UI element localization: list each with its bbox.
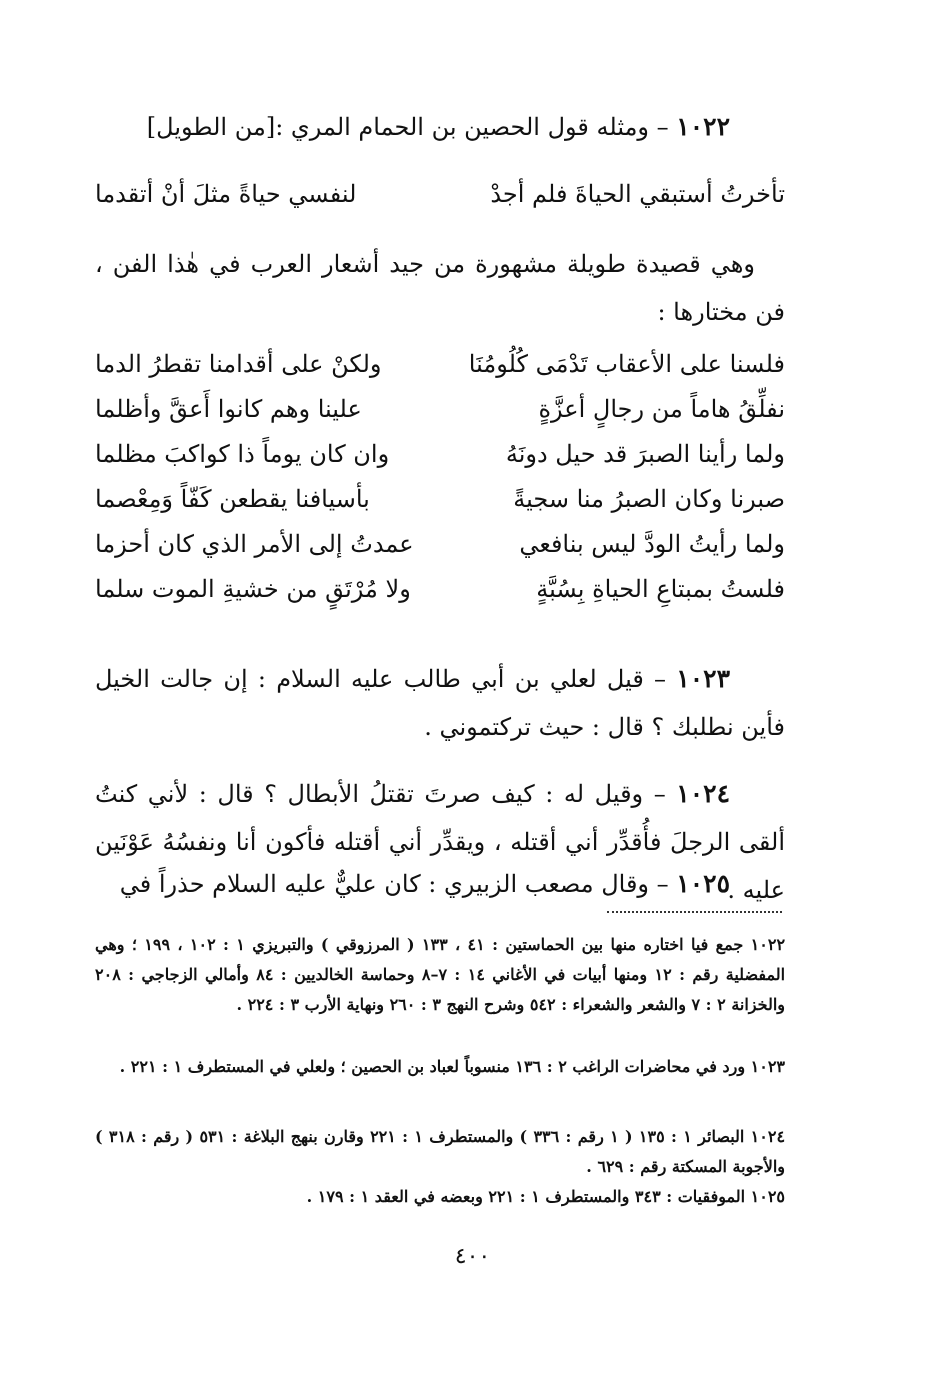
verse-line [95, 575, 785, 621]
entry-text: – وقيل له : كيف صرتَ تقتلُ الأبطال ؟ قال : لأني كنتُ ألقى الرجلَ فأُقدِّر أني أقتله ، ويقدِّر أني أقتله فأكون أنا ونفسُهُ عَوْنَين عليه . [95, 780, 785, 904]
entry-1023 [95, 655, 785, 751]
footnote [95, 930, 785, 1020]
verse-second-hemistich: ولكنْ على أقدامنا تقطرُ الدما [95, 350, 382, 378]
verse-line [95, 485, 785, 531]
footnote-number: ١٠٢٤ [750, 1127, 786, 1146]
footnote-number: ١٠٢٥ [750, 1187, 785, 1206]
intro-text: وهي قصيدة طويلة مشهورة من جيد أشعار العرب في هٰذا الفن ، فن مختارها : [95, 250, 785, 326]
entry-number: ١٠٢٣ [676, 664, 730, 693]
footnote-text: الموفقيات : ٣٤٣ والمستطرف ١ : ٢٢١ وبعضه في العقد ١ : ١٧٩ . [306, 1187, 751, 1206]
verse-line [95, 440, 785, 486]
verse-line [95, 395, 785, 441]
entry-number: ١٠٢٥ [676, 869, 730, 898]
verse-second-hemistich: عمدتُ إلى الأمر الذي كان أحزما [95, 530, 414, 558]
verse-line [95, 350, 785, 396]
verse-second-hemistich: ولا مُرْتَقٍ من خشيةِ الموت سلما [95, 575, 411, 603]
verse-first-hemistich: تأخرتُ أستبقي الحياةَ فلم أجدْ [490, 180, 785, 208]
verse-line [95, 180, 785, 226]
entry-1025 [95, 860, 785, 908]
verse-line [95, 530, 785, 576]
page-number: ٤٠٠ [454, 1244, 491, 1269]
verse-second-hemistich: بأسيافنا يقطعن كَفّاً وَمِعْصما [95, 485, 370, 513]
entry-number: ١٠٢٢ [676, 112, 730, 141]
entry-text: – وقال مصعب الزبيري : كان عليٌّ عليه السلام حذراً في [119, 870, 677, 898]
entry-text: – ومثله قول الحصين بن الحمام المري :[من الطويل] [146, 113, 677, 141]
verse-first-hemistich: نفلِّقُ هاماً من رجالٍ أعزَّةٍ [538, 395, 785, 423]
footnote [95, 1122, 785, 1182]
footnote-text: جمع فيا اختاره منها بين الحماستين : ٤١ ، ١٣٣ ( المرزوقي ) والتبريزي ١ : ١٠٢ ، ١٩٩ ؛ وهي المفضلية رقم : ١٢ ومنها أبيات في الأغاني ١٤ : ٧–٨ وحماسة الخالديين : ٨٤ وأمالي الزجاجي : ٢٠٨ والخزانة ٢ : ٧ والشعر والشعراء : ٥٤٢ وشرح النهج ٣ : ٢٦٠ ونهاية الأرب ٣ : ٢٢٤ . [95, 935, 786, 1014]
verse-first-hemistich: ولما رأيتُ الودَّ ليس بنافعي [519, 530, 785, 558]
verse-first-hemistich: صبرنا وكان الصبرُ منا سجيةً [513, 485, 785, 513]
verse-second-hemistich: وان كان يوماً ذا كواكبَ مظلما [95, 440, 390, 468]
verse-first-hemistich: فلسنا على الأعقاب تَدْمَى كُلُومُنَا [468, 350, 785, 378]
verse-first-hemistich: فلستُ بمبتاعِ الحياةِ بِسُبَّةٍ [536, 575, 785, 603]
verse-first-hemistich: ولما رأينا الصبرَ قد حيل دونَهُ [505, 440, 785, 468]
entry-1022-heading [147, 112, 730, 141]
footnote-separator [607, 911, 782, 913]
verse-second-hemistich: علينا وهم كانوا أَعقَّ وأظلما [95, 395, 362, 423]
footnote-text: البصائر ١ : ١٣٥ ( ١ رقم : ٣٣٦ ) والمستطرف ١ : ٢٢١ وقارن بنهج البلاغة : ٥٣١ ( رقم : ٣١٨ ) والأجوبة المسكتة رقم : ٦٢٩ . [95, 1127, 785, 1176]
footnote-text: ورد في محاضرات الراغب ٢ : ١٣٦ منسوباً لعباد بن الحصين ؛ ولعلي في المستطرف ١ : ٢٢١ . [119, 1057, 751, 1076]
footnote-number: ١٠٢٢ [750, 935, 786, 954]
footnote-number: ١٠٢٣ [750, 1057, 785, 1076]
entry-number: ١٠٢٤ [676, 779, 730, 808]
footnote [95, 1182, 785, 1212]
intro-paragraph [95, 240, 785, 336]
footnote [95, 1052, 785, 1082]
verse-second-hemistich: لنفسي حياةً مثلَ أنْ أتقدما [95, 180, 357, 208]
entry-text: – قيل لعلي بن أبي طالب عليه السلام : إن جالت الخيل فأين نطلبك ؟ قال : حيث تركتموني . [95, 665, 785, 741]
